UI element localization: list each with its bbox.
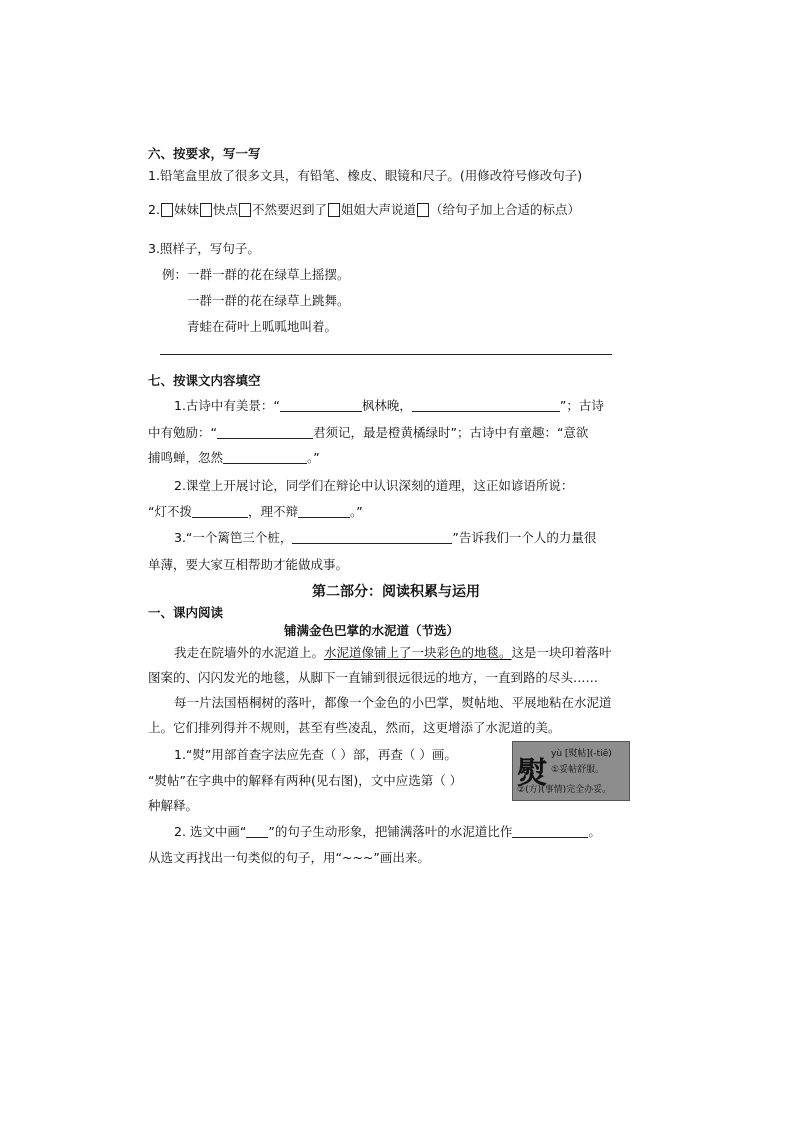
- question-text: 。”: [350, 504, 363, 519]
- answer-line[interactable]: [160, 354, 612, 355]
- section-heading-6: 六、按要求，写一写: [148, 146, 261, 161]
- passage-title: 铺满金色巴掌的水泥道（节选）: [284, 623, 460, 638]
- answer-blank[interactable]: [192, 504, 248, 518]
- question-text: 3.照样子，写句子。: [148, 241, 260, 256]
- question-text: 姐姐大声说道: [340, 202, 416, 217]
- question-text: 1.铅笔盒里放了很多文具，有铅笔、橡皮、眼镜和尺子。(用修改符号修改句子): [148, 168, 583, 183]
- question-text: 3.“一个篱笆三个桩，: [174, 530, 293, 545]
- dictionary-definition-2: ②(方)(事情)完全办妥。: [517, 785, 612, 795]
- question-text: 。: [588, 824, 601, 839]
- passage-text: 图案的、闪闪发光的地毯，从脚下一直铺到很远很远的地方，一直到路的尽头……: [148, 670, 599, 685]
- example-sentence: 青蛙在荷叶上呱呱地叫着。: [187, 319, 338, 334]
- punctuation-box[interactable]: [239, 203, 251, 217]
- question-number: 2.: [148, 202, 160, 217]
- question-text: ”；古诗: [559, 398, 604, 413]
- fill-blank-line: [174, 529, 596, 547]
- question-text: 枫林晚，: [361, 398, 412, 413]
- question-text: 2.课堂上开展讨论，同学们在辩论中认识深刻的道理，这正如谚语所说：: [174, 478, 574, 493]
- punctuation-box[interactable]: [328, 203, 340, 217]
- question-text: 。”: [307, 450, 320, 465]
- passage-text: 我走在院墙外的水泥道上。: [174, 645, 325, 660]
- fill-blank-line: [148, 449, 320, 467]
- question-text: 快点: [212, 202, 238, 217]
- fill-blank-line: [148, 849, 430, 867]
- question-text: 妹妹: [173, 202, 199, 217]
- answer-blank[interactable]: [412, 398, 560, 412]
- example-sentence: 例：一群一群的花在绿草上摇摆。: [162, 267, 350, 282]
- punctuation-box[interactable]: [161, 203, 173, 217]
- question-text: ，理不辩: [247, 504, 298, 519]
- question-text: 从选文再找出一句类似的句子，用“: [148, 850, 342, 865]
- punctuation-box[interactable]: [417, 203, 429, 217]
- passage-text: 这是一块印着落叶: [511, 645, 612, 660]
- section-heading-7: 七、按课文内容填空: [148, 373, 261, 388]
- answer-blank[interactable]: [280, 398, 362, 412]
- underlined-sentence: 水泥道像铺上了一块彩色的地毯。: [324, 645, 512, 660]
- example-sentence: 一群一群的花在绿草上跳舞。: [187, 293, 350, 308]
- answer-blank[interactable]: [292, 530, 452, 544]
- question-text: 中有勉励：“: [148, 425, 217, 440]
- dictionary-entry: yù [熨帖](-tiē): [551, 749, 612, 759]
- fill-blank-line: [174, 397, 604, 415]
- question-text: 单薄，要大家互相帮助才能做成事。: [148, 557, 349, 572]
- question-text: 1.“熨”用部首查字法应先查（ ）部，再查（ ）画。: [174, 747, 457, 762]
- question-text: 不然要迟到了: [251, 202, 327, 217]
- question-text: “熨帖”在字典中的解释有两种(见右图)，文中应选第（ ）: [148, 773, 463, 788]
- answer-blank[interactable]: [298, 504, 350, 518]
- punctuation-question: [148, 201, 580, 219]
- question-text: 君须记，最是橙黄橘绿时”；古诗中有童趣：“意欲: [312, 425, 589, 440]
- fill-blank-line: [174, 823, 601, 841]
- passage-text: 上。它们排列得并不规则，甚至有些凌乱，然而，这更增添了水泥道的美。: [148, 720, 561, 735]
- question-text: “灯不拨: [148, 504, 192, 519]
- question-text: ”画出来。: [373, 850, 430, 865]
- dictionary-char: 熨: [517, 756, 547, 791]
- passage-paragraph: [174, 644, 612, 662]
- question-text: ”的句子生动形象，把铺满落叶的水泥道比作: [268, 824, 513, 839]
- fill-blank-line: [148, 503, 363, 521]
- question-text: ”告诉我们一个人的力量很: [452, 530, 597, 545]
- dictionary-definition-1: ①妥帖舒服。: [551, 765, 605, 775]
- fill-blank-line: [148, 424, 588, 442]
- answer-blank[interactable]: [217, 425, 313, 439]
- underline-sample: [246, 824, 268, 838]
- question-note: （给句子加上合适的标点）: [430, 202, 581, 217]
- subsection-heading: 一、课内阅读: [148, 605, 224, 620]
- dictionary-image: [512, 741, 630, 801]
- question-text: 捕鸣蝉，忽然: [148, 450, 224, 465]
- punctuation-box[interactable]: [200, 203, 212, 217]
- question-text: 2. 选文中画“: [174, 824, 247, 839]
- wavy-line-sample: ~~~: [341, 850, 374, 865]
- question-text: 1.古诗中有美景：“: [174, 398, 280, 413]
- answer-blank[interactable]: [223, 450, 307, 464]
- passage-text: 每一片法国梧桐树的落叶，都像一个金色的小巴掌，熨帖地、平展地粘在水泥道: [174, 695, 612, 710]
- answer-blank[interactable]: [512, 824, 588, 838]
- question-text: 种解释。: [148, 798, 199, 813]
- part-heading: 第二部分：阅读积累与运用: [312, 584, 480, 600]
